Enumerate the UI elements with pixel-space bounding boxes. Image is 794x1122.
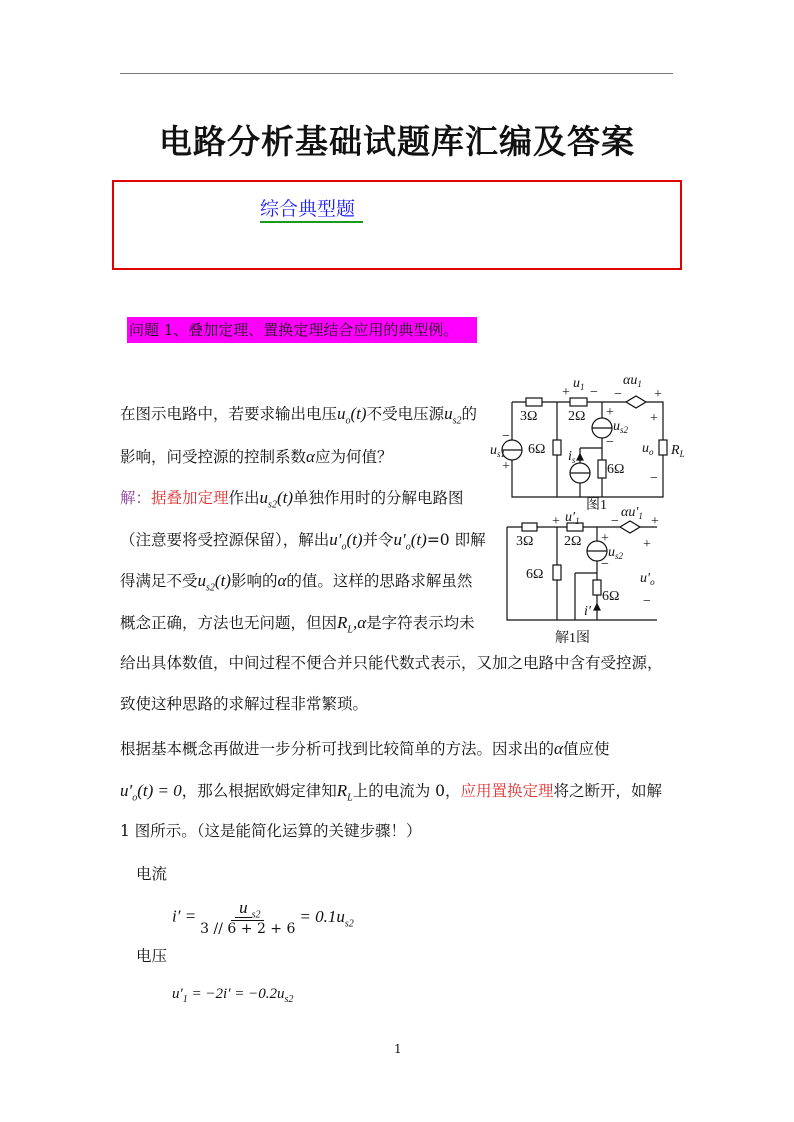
header-rule xyxy=(120,73,673,74)
resistor-6ohm xyxy=(553,440,561,455)
resistor-6ohm xyxy=(598,460,606,478)
para-line: 解：据叠加定理作出$u_{s2}(t)$单独作用时的分解电路图 xyxy=(120,488,464,511)
svg-text:αu′1: $\alpha u'_1$ xyxy=(621,505,643,521)
svg-text:us2: $u_{s2}$ xyxy=(613,419,629,435)
svg-text:−: − xyxy=(611,514,619,529)
para-line: 得满足不受$u_{s2}(t)$影响的α的值。这样的思路求解虽然 xyxy=(120,571,473,594)
resistor-3ohm xyxy=(526,398,542,406)
para-line: 概念正确，方法也无问题，但因$R_L,\alpha$是字符表示均未 xyxy=(120,613,475,636)
page-title: 电路分析基础试题库汇编及答案 xyxy=(159,122,635,161)
resistor-2ohm xyxy=(570,398,587,406)
para-line: （注意要将受控源保留），解出$u'_o(t)$并令$u'_o(t)=0$ 即解 xyxy=(120,530,486,553)
page-number: 1 xyxy=(394,1042,402,1056)
svg-text:+: + xyxy=(562,385,570,400)
svg-text:u1: $u_1$ xyxy=(573,376,585,392)
resistor-RL xyxy=(659,440,667,455)
svg-text:us2: $u_{s2}$ xyxy=(608,545,624,561)
svg-text:6Ω: 6Ω xyxy=(602,589,620,604)
svg-text:−: − xyxy=(650,471,658,486)
svg-text:−: − xyxy=(643,594,651,609)
para-line: 给出具体数值，中间过程不便合并只能代数式表示，又加之电路中含有受控源， xyxy=(120,654,663,672)
para-line: $u'_o(t) = 0$，那么根据欧姆定律知$R_L$上的电流为 0，应用置换定理将之断开，如解 xyxy=(120,781,663,804)
para-line: 1 图所示。（这是能简化运算的关键步骤！） xyxy=(120,822,422,840)
voltage-equation: $u'_1 = -2i' = -0.2u_{s2}$ xyxy=(172,986,294,1005)
svg-text:6Ω: 6Ω xyxy=(607,462,625,477)
svg-text:+: + xyxy=(606,405,614,420)
svg-text:图1: 图1 xyxy=(586,498,607,513)
current-label: 电流 xyxy=(136,865,168,883)
dependent-source-icon xyxy=(626,396,646,408)
svg-text:2Ω: 2Ω xyxy=(568,409,586,424)
svg-text:−: − xyxy=(590,385,598,400)
svg-text:uo: $u_o$ xyxy=(642,441,654,457)
svg-text:+: + xyxy=(654,387,662,402)
svg-text:−: − xyxy=(601,557,609,572)
circuit-diagrams xyxy=(490,370,700,650)
svg-text:6Ω: 6Ω xyxy=(528,442,546,457)
section-link[interactable]: 综合典型题 xyxy=(260,194,363,223)
voltage-label: 电压 xyxy=(136,947,168,965)
dependent-source-icon xyxy=(620,521,640,533)
svg-text:−: − xyxy=(614,387,622,402)
para-line: 根据基本概念再做进一步分析可找到比较简单的方法。因求出的α值应使 xyxy=(120,739,610,758)
svg-text:αu1: $\alpha u_1$ xyxy=(623,373,642,389)
section-box xyxy=(112,180,682,270)
svg-text:RL: $R_L$ xyxy=(671,443,685,459)
svg-text:−: − xyxy=(606,435,614,450)
svg-text:2Ω: 2Ω xyxy=(564,534,582,549)
svg-text:+: + xyxy=(502,459,510,474)
svg-text:+: + xyxy=(552,514,560,529)
svg-text:+: + xyxy=(651,514,659,529)
problem-heading: 问题 1、叠加定理、置换定理结合应用的典型例。 xyxy=(127,317,477,343)
svg-text:u′1: $u'_1$ xyxy=(565,510,580,526)
current-equation: i′ = $\frac{u _{s2}}{3 // 6 + 2 + 6}$ = $0.1u_{s2}$ xyxy=(172,898,354,938)
svg-text:3Ω: 3Ω xyxy=(520,409,538,424)
svg-text:+: + xyxy=(650,411,658,426)
svg-text:+: + xyxy=(601,531,609,546)
svg-text:is: $i_s$ xyxy=(568,449,576,465)
svg-text:i′: i′ xyxy=(584,604,591,619)
para-line: 在图示电路中，若要求输出电压$u_o(t)$不受电压源$u_{s2}$的 xyxy=(120,404,477,427)
svg-text:3Ω: 3Ω xyxy=(516,534,534,549)
svg-text:−: − xyxy=(502,429,510,444)
para-line: 影响，问受控源的控制系数α应为何值？ xyxy=(120,447,393,466)
svg-text:+: + xyxy=(643,537,651,552)
svg-text:6Ω: 6Ω xyxy=(526,567,544,582)
svg-text:u′o: $u'_o$ xyxy=(640,571,655,587)
para-line: 致使这种思路的求解过程非常繁琐。 xyxy=(120,695,369,713)
svg-text:us1: $u_{s1}$ xyxy=(490,443,506,459)
svg-text:解1图: 解1图 xyxy=(555,631,590,646)
